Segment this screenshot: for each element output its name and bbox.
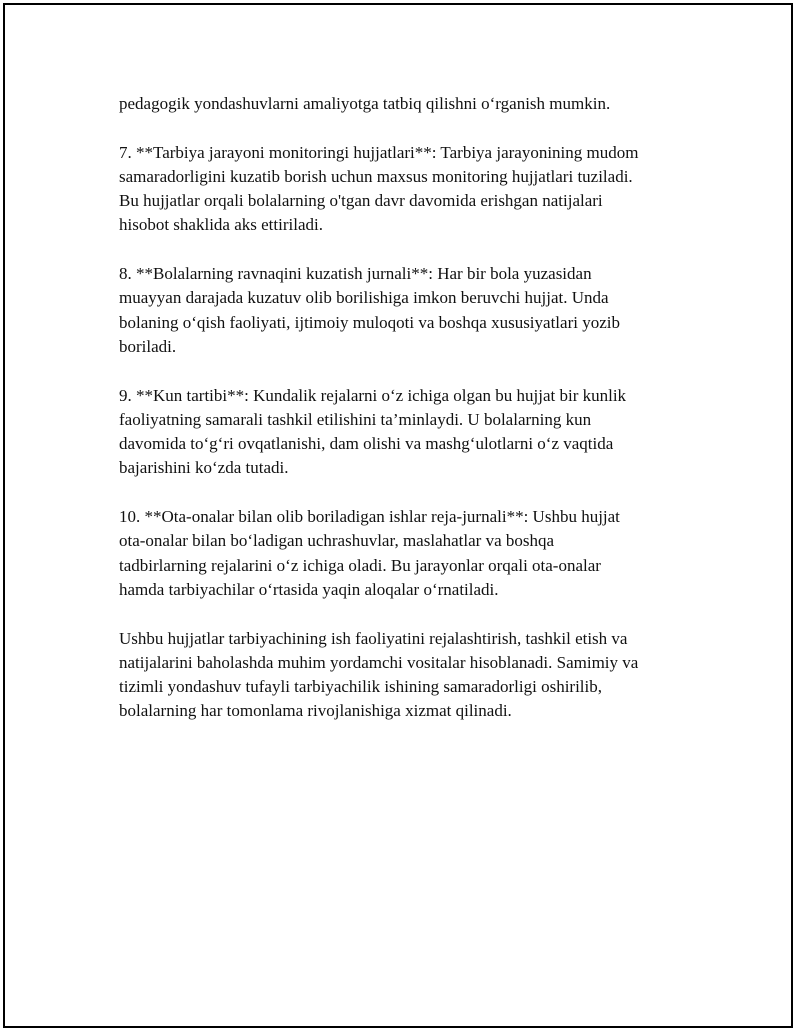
paragraph-continuation: pedagogik yondashuvlarni amaliyotga tatbiq qilishni o‘rganish mumkin. — [119, 94, 611, 113]
paragraph-conclusion: Ushbu hujjatlar tarbiyachining ish faoliyatini rejalashtirish, tashkil etish va natijalarini baholashda muhim yordamchi vositalar hisoblanadi. Samimiy va tizimli yondashuv tufayli tarbiyachilik ishining samaradorligi oshirilib, bolalarning har tomonlama rivojlanishiga xizmat qilinadi. — [119, 628, 639, 721]
paragraph-item-8: 8. **Bolalarning ravnaqini kuzatish jurnali**: Har bir bola yuzasidan muayyan darajada kuzatuv olib borilishiga imkon beruvchi hujjat. Unda bolaning o‘qish faoliyati, ijtimoiy muloqoti va boshqa xususiyatlari yozib boriladi. — [119, 264, 620, 356]
paragraph-item-9: 9. **Kun tartibi**: Kundalik rejalarni o‘z ichiga olgan bu hujjat bir kunlik faoliyatning samarali tashkil etilishini ta’minlaydi. U bolalarning kun davomida to‘g‘ri ovqatlanishi, dam olishi va mashg‘ulotlarni o‘z vaqtida bajarishini ko‘zda tutadi. — [119, 385, 627, 478]
paragraph-item-7: 7. **Tarbiya jarayoni monitoringi hujjatlari**: Tarbiya jarayonining mudom samaradorligini kuzatib borish uchun maxsus monitoring hujjatlari tuziladi. Bu hujjatlar orqali bolalarning o'tgan davr davomida erishgan natijalari hisobot shaklida aks ettiriladi. — [119, 142, 639, 235]
document-body — [119, 92, 699, 748]
paragraph-item-10: 10. **Ota-onalar bilan olib boriladigan ishlar reja-jurnali**: Ushbu hujjat ota-onalar bilan bo‘ladigan uchrashuvlar, maslahatlar va boshqa tadbirlarning rejalarini o‘z ichiga oladi. Bu jarayonlar orqali ota-onalar hamda tarbiyachilar o‘rtasida yaqin aloqalar o‘rnatiladi. — [119, 507, 620, 599]
